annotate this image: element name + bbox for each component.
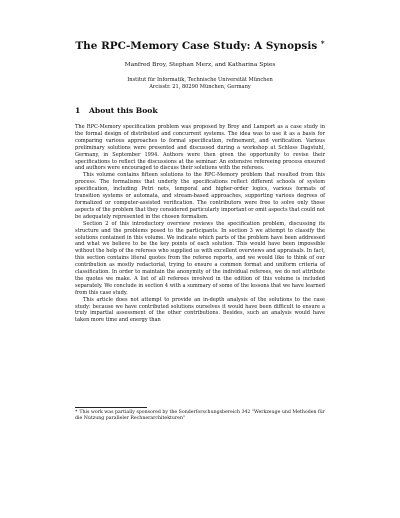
paragraph: The RPC-Memory specification problem was proposed by Broy and Lamport as a case study in the formal design of distributed and concurrent systems. The idea was to use it as a basis for comparing various approaches to formal specification, refinement, and verification. Various preliminary solutions were presented and discussed during a workshop at Schloss Dagstuhl, Germany, in September 1994. Authors were then given the opportunity to revise their specifications to reflect the discussions at the seminar. An extensive refereeing process ensured and authors were encouraged to discuss their solutions with the referees. [75, 124, 325, 172]
affiliation-line: Institut für Informatik, Technische Universität München [127, 77, 273, 83]
footnote-mark: * [75, 410, 78, 415]
section-heading [75, 106, 158, 115]
affiliation-line: Arcisstr. 21, 80290 München, Germany [149, 84, 251, 90]
footnote [75, 410, 325, 422]
paragraph: This volume contains fifteen solutions to the RPC-Memory problem that resulted from this process. The formalisms that underly the specifications reflect different schools of system specification, including Petri nets, temporal and higher-order logics, various formats of transition systems or automata, and stream-based approaches, supporting various degrees of formalized or computer-assisted verification. The contributors were free to solve only those aspects of the problem that they considered particularly important or omit aspects that could not be adequately represented in the chosen formalism. [75, 172, 325, 220]
paper-title-text: The RPC-Memory Case Study: A Synopsis [75, 40, 318, 52]
author-list: Manfred Broy, Stephan Merz, and Katharina Spies [124, 62, 276, 68]
body-text [75, 124, 325, 324]
affiliation [0, 77, 400, 91]
title-footnote-mark: * [320, 39, 325, 48]
section-title: About this Book [89, 106, 158, 115]
footnote-rule [75, 407, 147, 408]
paragraph: Section 2 of this introductory overview reviews the specification problem, discussing its structure and the problems posed to the participants. In section 3 we attempt to classify the solutions contained in this volume. We indicate which parts of the problem have been addressed and what we believe to be the key points of each solution. This would have been impossible without the help of the referees who supplied us with excellent overviews and appraisals. In fact, this section contains literal quotes from the referee reports, and we would like to think of our contribution as mostly redactorial, trying to ensure a common format and uniform criteria of classification. In order to maintain the anonymity of the individual referees, we do not attribute the quotes we make. A list of all referees involved in the edition of this volume is included separately. We conclude in section 4 with a summary of some of the lessons that we have learned from this case study. [75, 220, 325, 296]
section-number: 1 [75, 106, 81, 115]
footnote-text: This work was partially sponsored by the Sonderforschungsbereich 342 "Werkzeuge und Methoden für die Nutzung paralleler Rechnerarchitekturen" [75, 410, 325, 421]
paragraph: This article does not attempt to provide an in-depth analysis of the solutions to the case study: because we have contributed solutions ourselves it would have been difficult to ensure a truly impartial assessment of the other contributions. Besides, such an analysis would have taken more time and energy than [75, 296, 325, 324]
paper-title [0, 39, 400, 52]
